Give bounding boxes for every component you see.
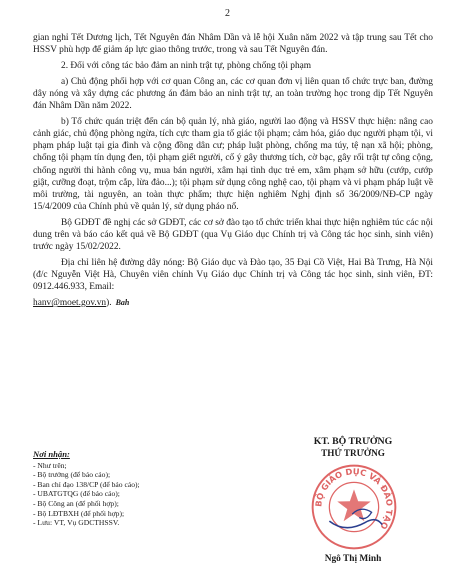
email-line: hanv@moet.gov.vn). Bah	[33, 298, 130, 309]
recipient-item: - Ban chỉ đạo 138/CP (để báo cáo);	[33, 479, 140, 489]
paragraph-item-b: b) Tổ chức quán triệt đến cán bộ quản lý, nhà giáo, người lao động và HSSV thực hiện: nâng cao cảnh giác, chủ động phòng ngừa, tích cực tham gia tố giác tội phạm; cảm hóa, giáo dục người phạm tội, vi phạm pháp luật tại gia đình và cộng đồng dân cư; pháp luật phòng, chống ma túy, tệ nạn xã hội; phòng, chống tội phạm tín dụng đen, tội phạm giết người, cố ý gây thương tích, cờ bạc, gây rối trật tự công cộng, chống người thi hành công vụ, mua bán người, xâm hại tình dục trẻ em, xâm phạm sở hữu (cướp, cướp giật, cưỡng đoạt, trộm cắp, lừa đảo...); tội phạm sử dụng công nghệ cao, tội phạm và vi phạm pháp luật về môi trường, tài nguyên, an toàn thực phẩm; thực hiện nghiêm Nghị định số 36/2009/NĐ-CP ngày 15/4/2009 của Chính phủ về quản lý, sử dụng pháo nổ.	[33, 116, 433, 213]
recipients-list	[33, 461, 253, 528]
recipients-block	[33, 450, 253, 528]
page-number: 2	[225, 8, 230, 19]
document-body	[33, 32, 433, 313]
signature-block	[268, 436, 438, 565]
recipient-item: - Như trên;	[33, 460, 67, 470]
seal-area	[268, 461, 438, 553]
official-seal-icon	[310, 463, 398, 551]
seal-text: BỘ GIÁO DỤC VÀ ĐÀO TẠO	[313, 466, 395, 532]
signature-title-1: KT. BỘ TRƯỞNG	[313, 436, 393, 447]
recipients-title: Nơi nhận:	[33, 449, 70, 459]
paragraph-holiday-schedule: gian nghỉ Tết Dương lịch, Tết Nguyên đán Nhâm Dần và lễ hội Xuân năm 2022 và tập trung sau Tết cho HSSV phù hợp để giảm áp lực giao thông trước, trong và sau Tết Nguyên đán.	[33, 33, 433, 56]
recipient-item: - Lưu: VT, Vụ GDCTHSSV.	[33, 518, 120, 528]
email-link[interactable]: hanv@moet.gov.vn	[33, 298, 107, 309]
paragraph-request: Bộ GDĐT đề nghị các sở GDĐT, các cơ sở đào tạo tổ chức triển khai thực hiện nghiêm túc các nội dung trên và báo cáo kết quả về Bộ GDĐT (qua Vụ Giáo dục Chính trị và Công tác học sinh, sinh viên) trước ngày 15/02/2022.	[33, 217, 433, 253]
signature-title-2: THỨ TRƯỞNG	[321, 448, 385, 458]
initial-mark: Bah	[115, 298, 130, 308]
recipient-item: - UBATGTQG (để báo cáo);	[33, 489, 120, 499]
paragraph-item-a: a) Chủ động phối hợp với cơ quan Công an, các cơ quan đơn vị liên quan tổ chức trực ban, đường dây nóng và xây dựng các phương án đảm bảo an ninh trật tự, an toàn trường học trong dịp Tết Nguyên đán Nhâm Dần năm 2022.	[33, 76, 433, 112]
section-heading-security: 2. Đối với công tác bảo đảm an ninh trật tự, phòng chống tội phạm	[61, 60, 312, 71]
hotline-text: Địa chỉ liên hệ đường dây nóng: Bộ Giáo dục và Đào tạo, 35 Đại Cồ Việt, Hai Bà Trưng, Hà Nội (đ/c Nguyễn Việt Hà, Chuyên viên chính Vụ Giáo dục Chính trị và Công tác học sinh, sinh viên, ĐT: 0912.446.933, Email:	[33, 257, 433, 293]
recipient-item: - Bộ LĐTBXH (để phối hợp);	[33, 508, 125, 518]
recipient-item: - Bộ Công an (để phối hợp);	[33, 498, 119, 508]
paragraph-hotline	[33, 257, 433, 294]
recipient-item: - Bộ trưởng (để báo cáo);	[33, 470, 111, 480]
signer-name: Ngô Thị Minh	[324, 554, 382, 564]
